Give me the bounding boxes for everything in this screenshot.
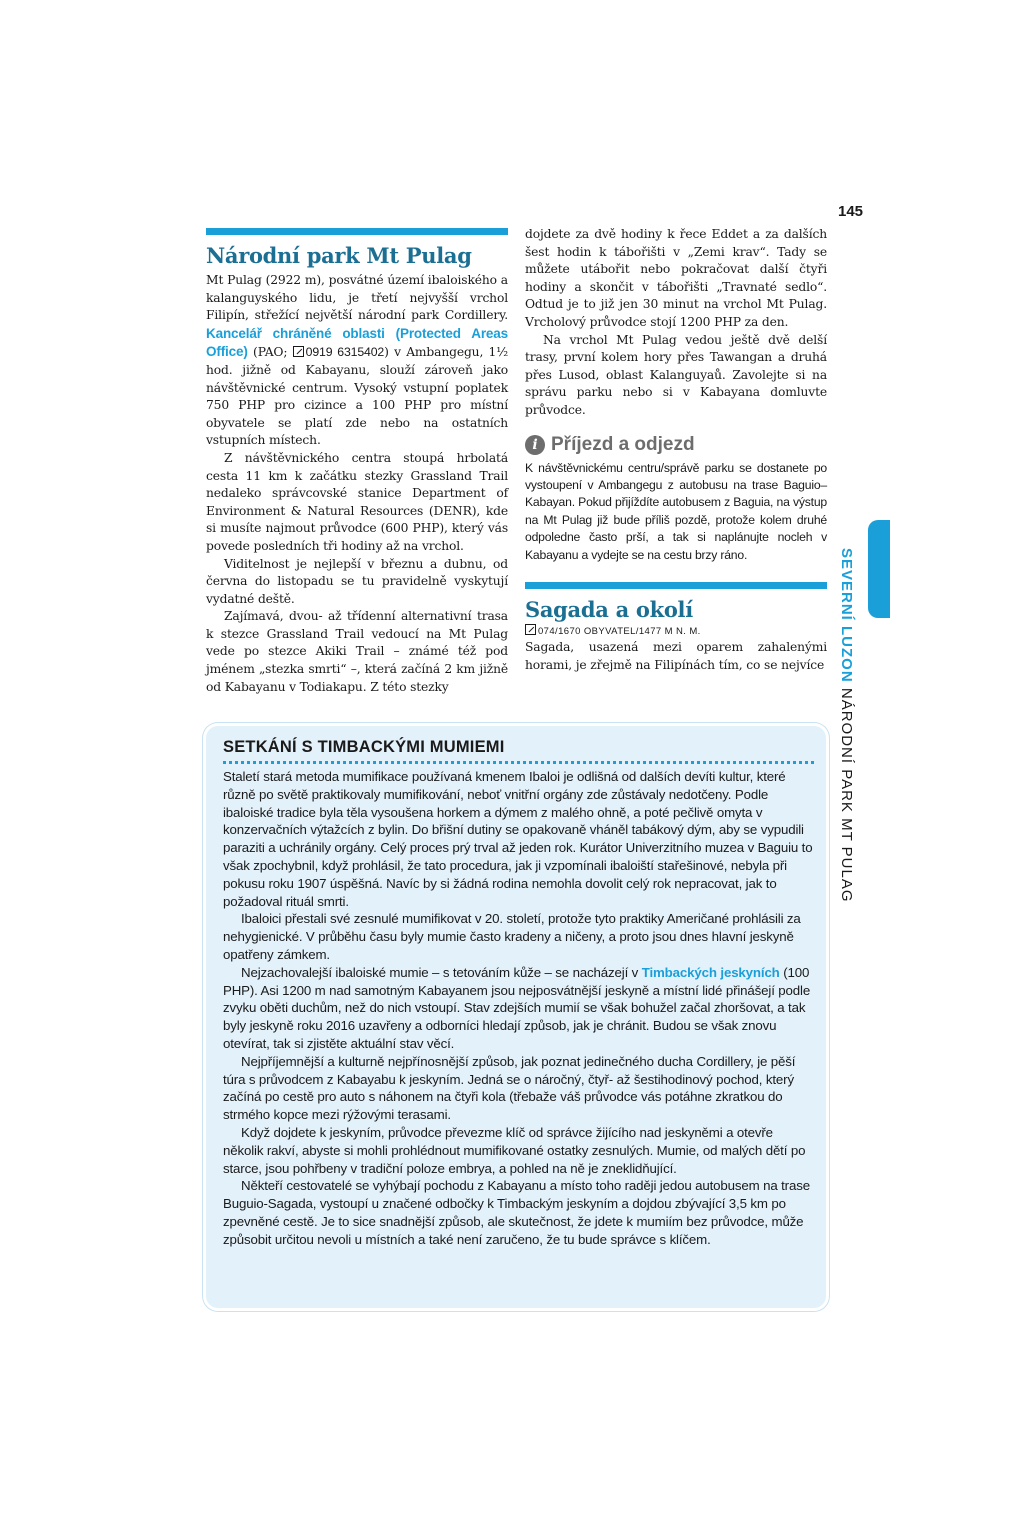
- text: Mt Pulag (2922 m), posvátné území ibaloiského a kalanguyského lidu, je třetí nejvyšší vrchol Filipín, střežící největší národní park Cordillery.: [206, 273, 508, 323]
- paragraph: dojdete za dvě hodiny k řece Eddet a za dalších šest hodin k tábořišti v „Zemi krav“. Tady se můžete utábořit nebo pokračovat další čtyři hodiny a skončit v tábořišti „Travnaté sedlo“. Odtud je to již jen 30 minut na vrchol Mt Pulag. Vrcholový průvodce stojí 1200 PHP za den.: [525, 227, 827, 329]
- phone-icon: [525, 624, 536, 635]
- stats-text: 074/1670 OBYVATEL/1477 M N. M.: [538, 625, 701, 637]
- right-column: [525, 226, 827, 674]
- section-rule: [525, 582, 827, 589]
- paragraph: Nejpříjemnější a kulturně nejpřínosnější způsob, jak poznat jedinečného ducha Cordillery, je pěší túra s průvodcem z Kabayabu k jeskyním. Jedná se o náročný, čtyř- až šestihodinový pochod, který začíná po cestě pro auto s náhonem na čtyři kola (třebaže váš průvodce vás potáhne zkratkou do strmého kopce mezi rýžovými terasami.: [223, 1053, 796, 1123]
- paragraph: Někteří cestovatelé se vyhýbají pochodu z Kabayanu a místo toho raději jedou autobusem na trase Buguio-Sagada, vystoupí u značené odbočky k Timbackým jeskyním a dojdou zbývající 3,5 km po zpevněné cestě. Je to sice snadnější způsob, ale skutečnost, že jdete k mumiím bez průvodce, může způsobit určitou nevoli u místních a také není zaručeno, že tu bude správce s klíčem.: [223, 1178, 810, 1247]
- info-icon: i: [525, 435, 545, 455]
- heading-text: Příjezd a odjezd: [551, 433, 695, 455]
- section-title-sagada: Sagada a okolí: [525, 596, 693, 622]
- text: (100 PHP). Asi 1200 m nad samotným Kabayanem jsou nejposvátnější jeskyně a místní lidé přinášejí podle zvyku oběti duchům, než do nich vstoupí. Stav zdejších mumií se však bohužel začal zhoršovat, a tak byly jeskyně roku 2016 uzavřeny a odborníci hledají způsob, jak je chránit. Budou se však znovu otevírat, tak si zjistěte aktuální stav věcí.: [223, 964, 811, 1051]
- feature-box-timbac-mummies: [206, 726, 826, 1308]
- section-label: NÁRODNÍ PARK MT PULAG: [838, 687, 855, 903]
- paragraph: Sagada, usazená mezi oparem zahalenými horami, je zřejmě na Filipínách tím, co se nejvíce: [525, 639, 827, 672]
- protected-areas-office-link[interactable]: Kancelář chráněné oblasti (Protected Areas Office): [206, 325, 508, 360]
- section-title-mt-pulag: Národní park Mt Pulag: [206, 243, 472, 268]
- page-number: 145: [838, 203, 864, 220]
- paragraph: Z návštěvnického centra stoupá hrbolatá cesta 11 km k začátku stezky Grassland Trail nedaleko správcovské stanice Department of Environment & Natural Resources (DENR), kde si musíte najmout průvodce (600 PHP), který vás povede posledních tři hodiny až na vrchol.: [206, 450, 508, 553]
- phone-number: 0919 6315402: [305, 345, 385, 360]
- paragraph: Viditelnost je nejlepší v březnu a dubnu, od června do listopadu se tu pravidelně vyskytují vydatné deště.: [206, 556, 508, 606]
- text: ) v Ambangegu, 1½ hod. jižně od Kabayanu, slouží zároveň jako návštěvnické centrum. Vysoký vstupní poplatek 750 PHP pro cizince a 100 PHP pro místní obyvatele se platí zde nebo na ostatních vstupních místech.: [206, 345, 508, 448]
- sagada-section: [525, 582, 827, 674]
- sagada-stats: [525, 624, 827, 637]
- paragraph: Zajímavá, dvou- až třídenní alternativní trasa k stezce Grassland Trail vedoucí na Mt Pulag vede po stezce Akiki Trail – známé též pod jménem „stezka smrti“ –, která začíná 2 km jižně od Kabayanu v Todiakapu. Z této stezky: [206, 609, 508, 694]
- getting-there-heading: [525, 434, 827, 456]
- paragraph: [223, 964, 814, 1053]
- chapter-label: [838, 548, 855, 903]
- text: (PAO;: [247, 345, 293, 360]
- getting-there-section: [525, 434, 827, 564]
- text: Nejzachovalejší ibaloiské mumie – s tetováním kůže – se nacházejí v: [241, 964, 642, 980]
- getting-there-text: K návštěvnickému centru/správě parku se dostanete po vystoupení v Ambangegu z autobusu na trase Baguio–Kabayan. Pokud přijíždíte autobusem z Baguia, na výstup na Mt Pulag již bude příliš pozdě, protože kolem druhé odpoledne často prší, a tak si naplánujte nocleh v Kabayanu a vydejte se na cestu brzy ráno.: [525, 460, 827, 562]
- paragraph: [206, 272, 508, 450]
- chapter-tab: [868, 520, 890, 618]
- paragraph: Ibaloici přestali své zesnulé mumifikovat v 20. století, protože tyto praktiky Američané prohlásili za nehygienické. V průběhu času byly mumie často kradeny a ničeny, a proto jsou dnes hlavní jeskyně opatřeny zámkem.: [223, 911, 801, 962]
- section-rule: [206, 228, 508, 235]
- paragraph: Když dojdete k jeskyním, průvodce převezme klíč od správce žijícího nad jeskyněmi a otevře několik rakví, abyste si mohli prohlédnout mumifikované ostatky zesnulých. Mumie, od malých dětí po starce, jsou pohřbeny v tradiční poloze embrya, a pohled na ně je zneklidňující.: [223, 1124, 806, 1176]
- paragraph: Na vrchol Mt Pulag vedou ještě dvě delší trasy, první kolem hory přes Tawangan a druhá přes Lusod, oblast Kalanguyaů. Zavolejte si na správu parku nebo si v Kabayana domluvte průvodce.: [525, 332, 827, 417]
- timbac-caves-link[interactable]: Timbackých jeskyních: [641, 964, 780, 980]
- paragraph: Staletí stará metoda mumifikace používaná kmenem Ibaloi je odlišná od dalších devíti kultur, které různě po světě praktikovaly mumifikování, neboť vnitřní orgány zde zůstávaly nedotčeny. Podle ibaloiské tradice byla těla vysoušena horkem a dýmem z malého ohně, a poté pečlivě omyta v konzervačních výtažcích z bylin. Do břišní dutiny se opakovaně vháněl tabákový dým, aby se vypudili paraziti a uchránily orgány. Celý proces prý trval až jeden rok. Kurátor Univerzitního muzea v Baguiu to však zpochybnil, když prohlásil, že tato procedura, jak ji vzpomínali ibaloiští stařešinové, nebyla při pokusu roku 1907 úspěšná. Navíc by si žádná rodina nemohla dovolit celý rok nepracovat, jak to požadoval rituál smrti.: [223, 769, 813, 909]
- region-label: SEVERNÍ LUZON: [838, 548, 855, 683]
- feature-box-title: SETKÁNÍ S TIMBACKÝMI MUMIEMI: [223, 738, 814, 764]
- left-column: [206, 228, 508, 696]
- phone-icon: [293, 346, 304, 357]
